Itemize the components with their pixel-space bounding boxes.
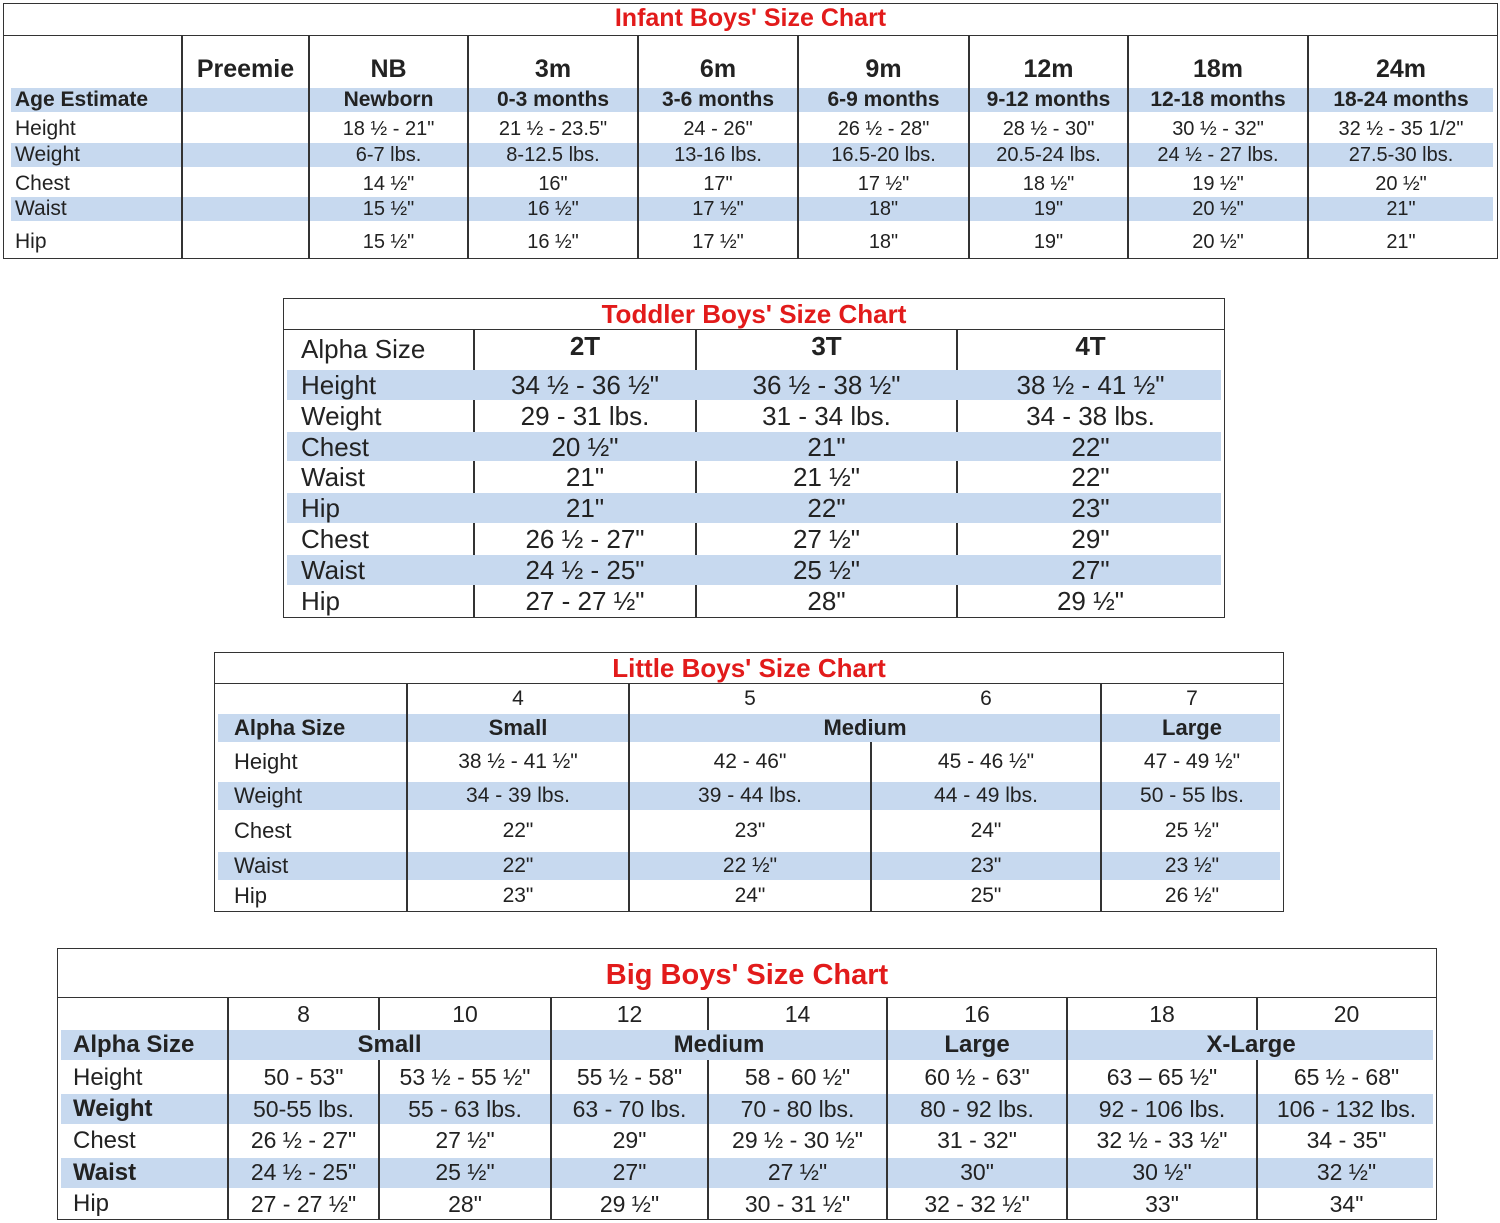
alpha-size: Small	[488, 715, 548, 740]
alpha-size: X-Large	[1206, 1031, 1296, 1058]
size-value	[183, 88, 308, 112]
size-value: 27 ½"	[435, 1127, 495, 1154]
size-value: 31 - 34 lbs.	[762, 400, 891, 431]
size-value: 55 ½ - 58"	[576, 1064, 683, 1091]
size-value: 21"	[1386, 197, 1416, 220]
size-value: 27 ½"	[767, 1159, 828, 1186]
size-value: 30 ½"	[1132, 1159, 1192, 1186]
size-value: 34 - 39 lbs.	[466, 784, 570, 807]
row-label: Waist	[301, 462, 366, 493]
size-value: 34 ½ - 36 ½"	[511, 369, 659, 400]
size-header: 3T	[811, 330, 842, 361]
row-label: Hip	[234, 883, 268, 908]
row-label: Chest	[234, 818, 292, 843]
size-value: 0-3 months	[496, 88, 609, 111]
size-value: 21"	[807, 431, 846, 462]
size-value: 28"	[448, 1190, 482, 1217]
alpha-size: Medium	[823, 715, 907, 740]
size-value: 22"	[807, 493, 846, 524]
size-value: 20 ½"	[1192, 230, 1244, 253]
size-value: 3-6 months	[661, 88, 774, 111]
size-value: 18-24 months	[1333, 88, 1469, 111]
size-value: 58 - 60 ½"	[744, 1064, 851, 1091]
size-value: 13-16 lbs.	[674, 143, 762, 166]
size-value: 42 - 46"	[713, 750, 787, 773]
size-number: 14	[784, 1001, 811, 1027]
row-label: Waist	[73, 1158, 137, 1186]
alpha-size: Large	[944, 1031, 1010, 1058]
size-number: 5	[744, 687, 756, 710]
size-value: 28 ½ - 30"	[1002, 117, 1095, 140]
size-value: 19"	[1033, 197, 1064, 220]
size-value: 27 - 27 ½"	[250, 1190, 357, 1217]
size-value: 22"	[1071, 431, 1110, 462]
size-value: 17 ½"	[692, 230, 744, 253]
row-label: Weight	[73, 1095, 153, 1123]
row-label: Hip	[73, 1190, 110, 1218]
size-value: 50-55 lbs.	[252, 1095, 354, 1122]
row-label: Age Estimate	[15, 88, 149, 111]
size-header: 6m	[699, 54, 737, 83]
size-value: 15 ½"	[362, 197, 415, 220]
size-value: 23"	[734, 819, 766, 842]
size-value: 31 - 32"	[937, 1127, 1017, 1154]
size-value: 106 - 132 lbs.	[1276, 1095, 1417, 1122]
big-chart-title: Big Boys' Size Chart	[57, 948, 1437, 998]
size-value: 29 ½"	[599, 1190, 660, 1217]
size-value: 38 ½ - 41 ½"	[458, 750, 578, 773]
size-value: 33"	[1145, 1190, 1179, 1217]
size-number: 7	[1186, 687, 1198, 710]
alpha-size: Medium	[673, 1031, 765, 1058]
toddler-chart-title: Toddler Boys' Size Chart	[283, 298, 1225, 330]
size-header: 9m	[865, 54, 902, 83]
size-value: 22"	[502, 854, 534, 877]
size-value: 30 ½ - 32"	[1172, 117, 1264, 140]
size-value: 14 ½"	[362, 172, 415, 195]
size-value: 20 ½"	[551, 431, 619, 462]
size-value: 16 ½"	[527, 230, 579, 253]
size-value: 16"	[538, 172, 568, 195]
row-label: Chest	[73, 1126, 136, 1154]
size-value: 20 ½"	[1192, 197, 1244, 220]
size-value: 20.5-24 lbs.	[996, 143, 1101, 166]
size-value: 38 ½ - 41 ½"	[1016, 369, 1165, 400]
size-value: 25 ½"	[792, 554, 861, 585]
size-value: 16 ½"	[527, 197, 579, 220]
row-label: Weight	[301, 400, 382, 431]
size-value: 50 - 55 lbs.	[1140, 784, 1244, 807]
size-value: Newborn	[343, 88, 434, 111]
row-label: Chest	[15, 172, 70, 195]
size-value: 92 - 106 lbs.	[1098, 1095, 1226, 1122]
alpha-size: Large	[1162, 715, 1222, 740]
size-value: 24"	[734, 884, 766, 907]
size-value: 21"	[565, 493, 605, 524]
size-value: 8-12.5 lbs.	[506, 143, 600, 166]
size-header: 3m	[534, 54, 572, 83]
row-label: Height	[301, 369, 377, 400]
size-value	[183, 143, 308, 167]
row-label: Height	[15, 117, 76, 140]
infant-chart-title: Infant Boys' Size Chart	[3, 3, 1498, 36]
size-value: 25"	[970, 884, 1002, 907]
size-value: 24"	[970, 819, 1002, 842]
little-size-chart	[214, 652, 1284, 912]
size-value: 23"	[502, 884, 534, 907]
size-value: 17 ½"	[857, 172, 910, 195]
size-value: 30"	[960, 1159, 994, 1186]
size-value: 19 ½"	[1192, 172, 1244, 195]
size-value: 18"	[868, 230, 899, 253]
size-value: 24 - 26"	[683, 117, 753, 140]
size-value: 18"	[868, 197, 899, 220]
size-header: Preemie	[196, 54, 295, 83]
size-value: 25 ½"	[1164, 819, 1220, 842]
infant-size-chart	[3, 3, 1498, 259]
size-value: 53 ½ - 55 ½"	[399, 1064, 531, 1091]
size-number: 20	[1333, 1001, 1360, 1027]
size-header: 2T	[569, 330, 601, 361]
size-value: 32 - 32 ½"	[924, 1190, 1030, 1217]
size-header: 12m	[1023, 54, 1074, 83]
alpha-size-label: Alpha Size	[234, 715, 346, 740]
size-value: 19"	[1033, 230, 1064, 253]
row-label: Hip	[15, 230, 47, 253]
size-value: 34"	[1329, 1190, 1364, 1217]
row-label: Waist	[301, 554, 366, 585]
row-label: Chest	[301, 523, 369, 554]
size-value: 70 - 80 lbs.	[740, 1095, 855, 1122]
size-value: 55 - 63 lbs.	[408, 1095, 522, 1122]
row-label: Waist	[15, 197, 67, 220]
size-value: 27 - 27 ½"	[525, 585, 645, 616]
size-value: 36 ½ - 38 ½"	[752, 369, 901, 400]
size-value: 65 ½ - 68"	[1293, 1064, 1400, 1091]
size-value	[183, 225, 308, 259]
size-value: 32 ½ - 35 1/2"	[1338, 117, 1464, 140]
size-value: 24 ½ - 25"	[525, 554, 645, 585]
size-value: 20 ½"	[1375, 172, 1427, 195]
size-value: 32 ½ - 33 ½"	[1096, 1127, 1228, 1154]
size-value: 24 ½ - 25"	[250, 1159, 357, 1186]
little-chart-title: Little Boys' Size Chart	[214, 652, 1284, 684]
alpha-size-label: Alpha Size	[301, 333, 426, 364]
size-value: 27"	[1071, 554, 1110, 585]
size-value: 9-12 months	[986, 88, 1111, 111]
size-value: 32 ½"	[1316, 1159, 1377, 1186]
size-value: 50 - 53"	[263, 1064, 344, 1091]
size-value: 47 - 49 ½"	[1143, 750, 1241, 773]
size-number: 10	[452, 1001, 478, 1027]
size-number: 16	[964, 1001, 990, 1027]
size-value	[183, 115, 308, 143]
size-header: NB	[370, 54, 407, 83]
size-value: 63 – 65 ½"	[1106, 1064, 1218, 1091]
size-value: 16.5-20 lbs.	[831, 143, 936, 166]
size-value: 18 ½"	[1022, 172, 1075, 195]
alpha-size: Small	[357, 1031, 422, 1058]
size-value: 29 ½ - 30 ½"	[732, 1127, 863, 1154]
size-value: 45 - 46 ½"	[937, 750, 1035, 773]
size-value: 21 ½"	[792, 462, 861, 493]
size-value: 34 - 38 lbs.	[1026, 400, 1155, 431]
size-value: 6-7 lbs.	[355, 143, 422, 166]
size-value: 26 ½ - 27"	[250, 1127, 357, 1154]
row-label: Weight	[234, 783, 303, 808]
size-number: 8	[297, 1001, 310, 1027]
row-label: Chest	[301, 431, 369, 462]
size-value: 60 ½ - 63"	[924, 1064, 1030, 1091]
size-value: 17"	[703, 172, 733, 195]
size-value: 17 ½"	[692, 197, 744, 220]
size-value: 28"	[807, 585, 846, 616]
size-value	[183, 171, 308, 197]
size-value: 39 - 44 lbs.	[698, 784, 802, 807]
size-value: 22"	[502, 819, 534, 842]
size-value: 29"	[612, 1127, 647, 1154]
size-value: 30 - 31 ½"	[744, 1190, 851, 1217]
size-header: 4T	[1075, 330, 1106, 361]
size-value: 27"	[612, 1159, 647, 1186]
size-value: 24 ½ - 27 lbs.	[1157, 143, 1279, 166]
size-value: 25 ½"	[435, 1159, 495, 1186]
size-value: 26 ½ - 28"	[837, 117, 930, 140]
size-value: 29 - 31 lbs.	[520, 400, 650, 431]
size-value: 22 ½"	[722, 854, 778, 877]
size-value: 6-9 months	[827, 88, 940, 111]
toddler-size-chart	[283, 298, 1225, 618]
size-value: 22"	[1071, 462, 1110, 493]
row-label: Hip	[301, 493, 341, 524]
size-value: 26 ½"	[1164, 884, 1220, 907]
size-value: 12-18 months	[1150, 88, 1286, 111]
size-value: 21"	[565, 462, 605, 493]
row-label: Weight	[15, 143, 80, 166]
size-number: 12	[616, 1001, 643, 1027]
alpha-size-label: Alpha Size	[73, 1031, 195, 1058]
size-value: 63 - 70 lbs.	[572, 1095, 687, 1122]
size-number: 4	[512, 687, 524, 710]
big-size-chart	[57, 948, 1437, 1220]
size-value: 26 ½ - 27"	[525, 523, 645, 554]
size-value: 23"	[1071, 493, 1110, 524]
size-value: 21"	[1386, 230, 1416, 253]
size-value: 27 ½"	[792, 523, 861, 554]
size-value	[183, 197, 308, 221]
size-value: 27.5-30 lbs.	[1348, 143, 1454, 166]
size-value: 21 ½ - 23.5"	[498, 117, 608, 140]
size-value: 18 ½ - 21"	[342, 117, 435, 140]
row-label: Height	[73, 1063, 143, 1091]
size-value: 29 ½"	[1056, 585, 1125, 616]
row-label: Height	[234, 749, 298, 774]
size-value: 15 ½"	[362, 230, 415, 253]
size-value: 34 - 35"	[1306, 1127, 1387, 1154]
row-label: Hip	[301, 585, 341, 616]
size-value: 29"	[1071, 523, 1110, 554]
size-value: 23 ½"	[1164, 854, 1220, 877]
size-header: 24m	[1375, 54, 1427, 83]
size-value: 80 - 92 lbs.	[920, 1095, 1034, 1122]
size-value: 44 - 49 lbs.	[934, 784, 1038, 807]
size-header: 18m	[1192, 54, 1244, 83]
size-number: 6	[980, 687, 992, 710]
size-value: 23"	[970, 854, 1002, 877]
size-number: 18	[1149, 1001, 1175, 1027]
row-label: Waist	[234, 853, 289, 878]
